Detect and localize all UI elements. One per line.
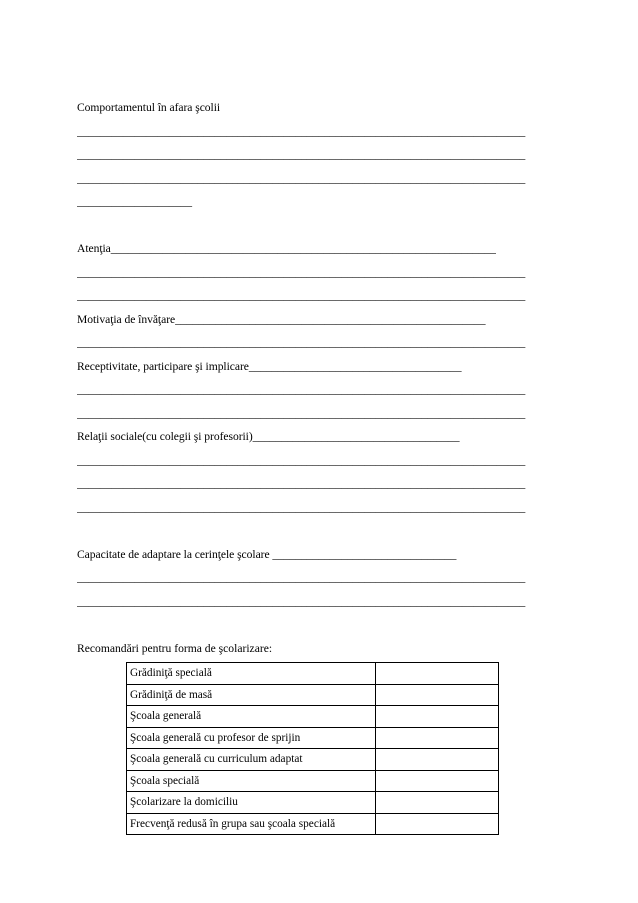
- table-row: [127, 813, 499, 835]
- form-line: ______________________________________________________________________________: [77, 148, 526, 161]
- form-line: Motivaţia de învăţare______________________________________________________: [77, 312, 486, 326]
- option-checkbox-cell[interactable]: [376, 684, 499, 706]
- form-line: ______________________________________________________________________________: [77, 453, 526, 467]
- form-line: ______________________________________________________________________________: [77, 477, 526, 490]
- form-line: ____________________: [77, 195, 192, 208]
- form-line: ______________________________________________________________________________: [77, 594, 526, 608]
- table-row: [127, 684, 499, 706]
- option-checkbox-cell[interactable]: [376, 792, 499, 814]
- blank-spacer: [77, 519, 558, 543]
- option-checkbox-cell[interactable]: [376, 663, 499, 685]
- form-line: Atenţia___________________________________________________________________: [77, 242, 496, 255]
- form-line: ______________________________________________________________________________: [77, 265, 526, 279]
- option-label: Grădiniţă de masă: [127, 684, 376, 706]
- option-checkbox-cell[interactable]: [376, 770, 499, 792]
- form-line: ______________________________________________________________________________: [77, 171, 526, 185]
- form-lines: [77, 96, 558, 637]
- table-row: [127, 770, 499, 792]
- schooling-options-table: [126, 662, 499, 835]
- option-checkbox-cell[interactable]: [376, 749, 499, 771]
- form-line: Capacitate de adaptare la cerinţele şcolare ________________________________: [77, 547, 457, 561]
- form-line: ______________________________________________________________________________: [77, 336, 526, 349]
- option-label: Şcoala generală cu curriculum adaptat: [127, 749, 376, 771]
- form-line: ______________________________________________________________________________: [77, 406, 526, 420]
- form-content: [77, 96, 558, 835]
- form-line: ______________________________________________________________________________: [77, 383, 526, 396]
- blank-spacer: [77, 214, 558, 238]
- table-row: [127, 749, 499, 771]
- option-label: Frecvenţă redusă în grupa sau şcoala specială: [127, 813, 376, 835]
- option-label: Grădiniţă specială: [127, 663, 376, 685]
- table-row: [127, 792, 499, 814]
- form-line: Receptivitate, participare şi implicare_____________________________________: [77, 359, 462, 373]
- form-line: ______________________________________________________________________________: [77, 124, 526, 138]
- recommendations-heading: Recomandări pentru forma de şcolarizare:: [77, 641, 273, 655]
- option-checkbox-cell[interactable]: [376, 727, 499, 749]
- form-line: ______________________________________________________________________________: [77, 500, 526, 514]
- option-label: Şcoala generală cu profesor de sprijin: [127, 727, 376, 749]
- form-line: Relaţii sociale(cu colegii şi profesorii)____________________________________: [77, 430, 460, 443]
- option-label: Şcolarizare la domiciliu: [127, 792, 376, 814]
- option-label: Şcoala specială: [127, 770, 376, 792]
- option-checkbox-cell[interactable]: [376, 813, 499, 835]
- table-row: [127, 706, 499, 728]
- table-row: [127, 727, 499, 749]
- form-line: ______________________________________________________________________________: [77, 571, 526, 584]
- option-checkbox-cell[interactable]: [376, 706, 499, 728]
- table-row: [127, 663, 499, 685]
- form-line: Comportamentul în afara şcolii: [77, 101, 221, 114]
- option-label: Şcoala generală: [127, 706, 376, 728]
- form-line: ______________________________________________________________________________: [77, 289, 526, 302]
- blank-spacer: [77, 613, 558, 637]
